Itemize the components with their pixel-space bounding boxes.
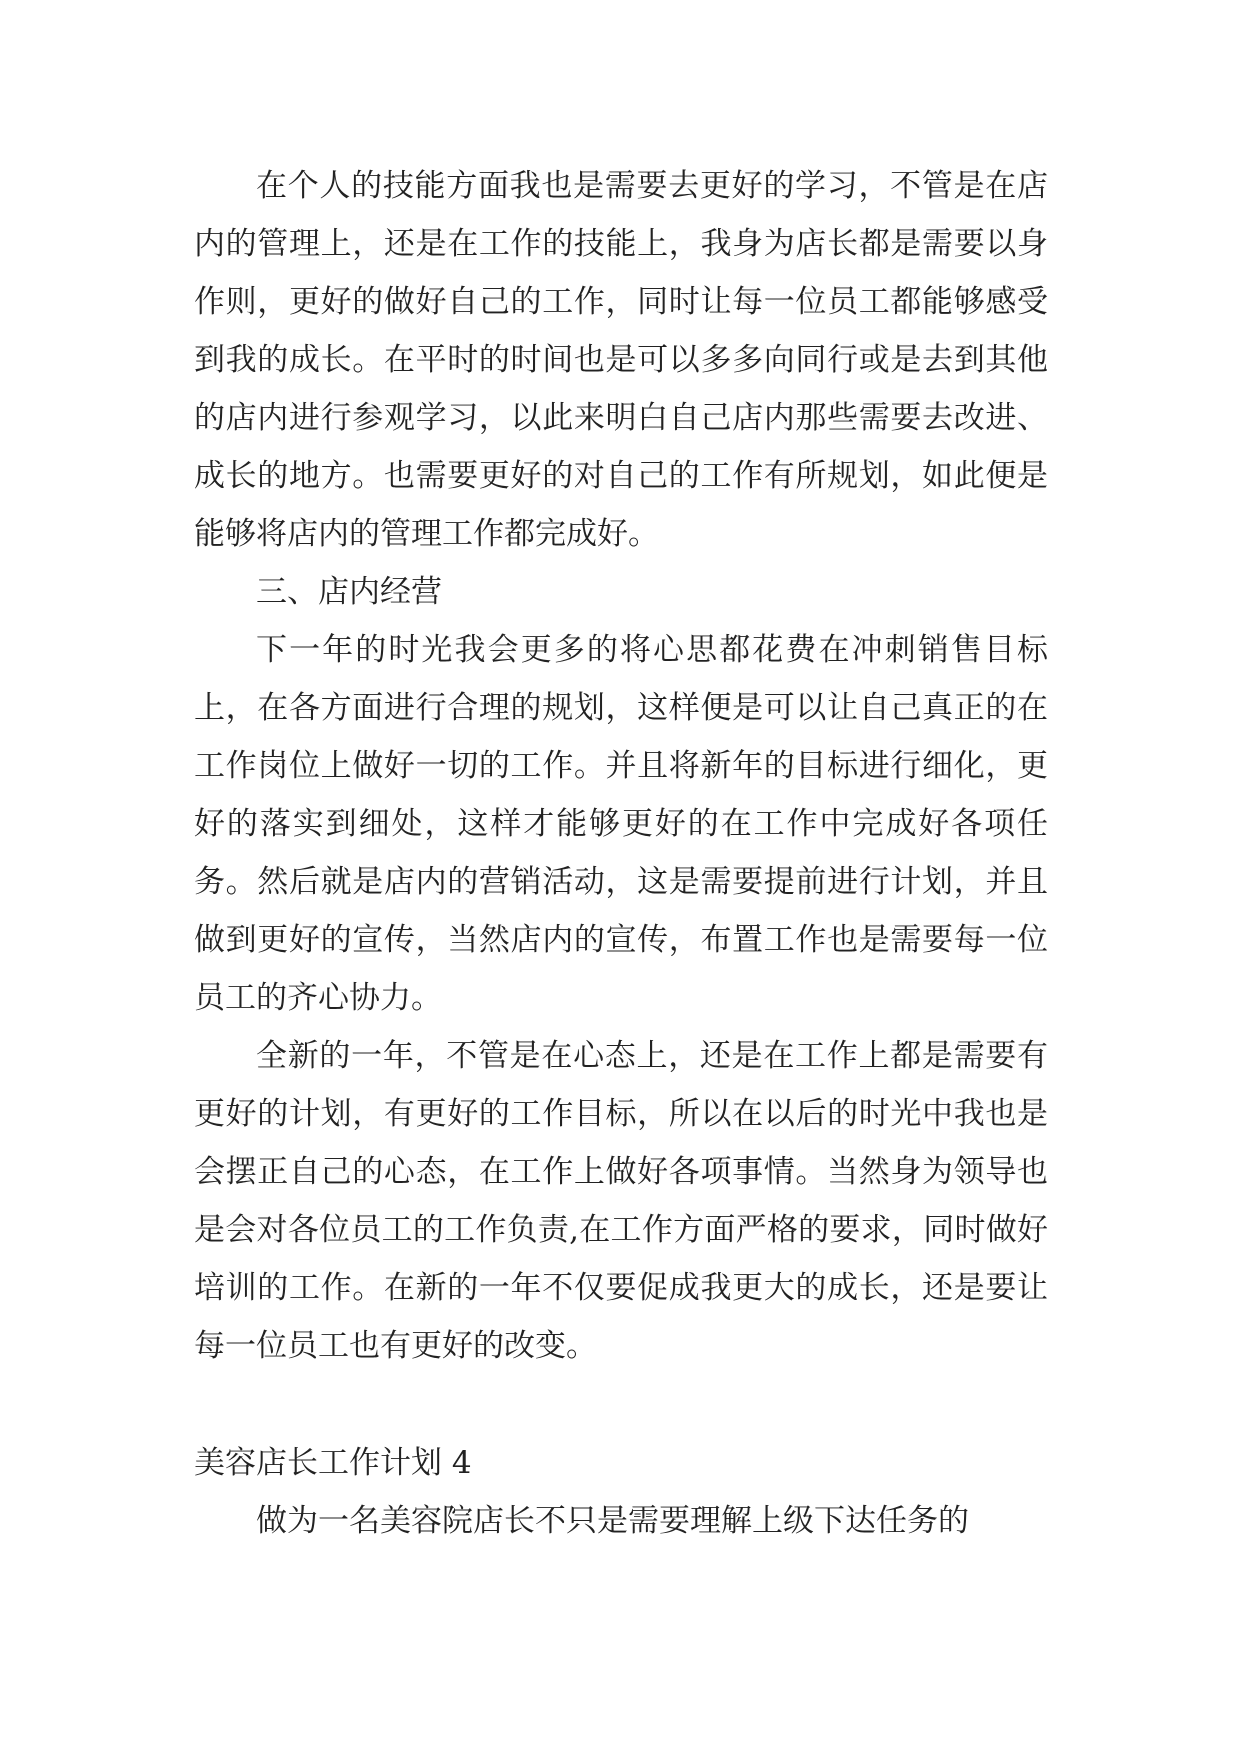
body-paragraph: 在个人的技能方面我也是需要去更好的学习，不管是在店内的管理上，还是在工作的技能上，我身为店长都是需要以身作则，更好的做好自己的工作，同时让每一位员工都能够感受到我的成长。在平时的时间也是可以多多向同行或是去到其他的店内进行参观学习，以此来明白自己店内那些需要去改进、成长的地方。也需要更好的对自己的工作有所规划，如此便是能够将店内的管理工作都完成好。: [194, 168, 1048, 552]
section-heading: 三、店内经营: [256, 574, 442, 610]
section-title: 美容店长工作计划 4: [194, 1445, 472, 1481]
body-paragraph: 全新的一年，不管是在心态上，还是在工作上都是需要有更好的计划，有更好的工作目标，所以在以后的时光中我也是会摆正自己的心态，在工作上做好各项事情。当然身为领导也是会对各位员工的工作负责,在工作方面严格的要求，同时做好培训的工作。在新的一年不仅要促成我更大的成长，还是要让每一位员工也有更好的改变。: [194, 1038, 1048, 1364]
body-paragraph: 下一年的时光我会更多的将心思都花费在冲刺销售目标上，在各方面进行合理的规划，这样便是可以让自己真正的在工作岗位上做好一切的工作。并且将新年的目标进行细化，更好的落实到细处，这样才能够更好的在工作中完成好各项任务。然后就是店内的营销活动，这是需要提前进行计划，并且做到更好的宣传，当然店内的宣传，布置工作也是需要每一位员工的齐心协力。: [194, 632, 1048, 1016]
body-paragraph: 做为一名美容院店长不只是需要理解上级下达任务的: [256, 1503, 969, 1539]
